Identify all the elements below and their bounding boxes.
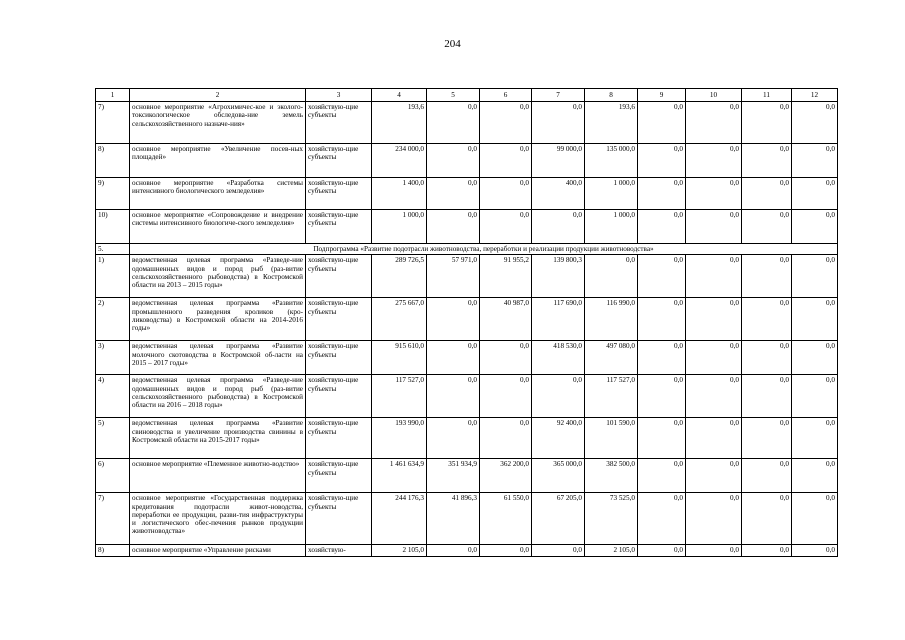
value-cell: 67 205,0 [532, 493, 585, 545]
value-cell: 418 530,0 [532, 341, 585, 375]
value-cell: 0,0 [638, 102, 686, 144]
row-number: 6) [96, 459, 130, 493]
value-cell: 0,0 [638, 493, 686, 545]
value-cell: 116 990,0 [585, 298, 638, 341]
measure-name: ведомственная целевая программа «Разведе-ние одомашненных видов и пород рыб (раз-витие сельскохозяйственного рыбоводства) в Костромской области на 2013 – 2015 годы» [130, 255, 306, 298]
subprogram-title: Подпрограмма «Развитие подотрасли животноводства, переработки и реализации продукции животноводства» [130, 244, 838, 255]
table-row [96, 341, 838, 375]
value-cell: 0,0 [638, 459, 686, 493]
value-cell: 0,0 [792, 298, 838, 341]
measure-name: ведомственная целевая программа «Развитие молочного скотоводства в Костромской об-ласти на 2015 – 2017 годы» [130, 341, 306, 375]
value-cell: 0,0 [742, 255, 792, 298]
value-cell: 0,0 [427, 178, 480, 210]
value-cell: 365 000,0 [532, 459, 585, 493]
executor: хозяйствую-щие субъекты [306, 144, 372, 178]
value-cell: 99 000,0 [532, 144, 585, 178]
value-cell: 41 896,3 [427, 493, 480, 545]
value-cell: 0,0 [792, 545, 838, 557]
value-cell: 0,0 [686, 255, 742, 298]
column-header: 2 [130, 89, 306, 102]
value-cell: 382 500,0 [585, 459, 638, 493]
value-cell: 1 461 634,9 [372, 459, 427, 493]
value-cell: 2 105,0 [585, 545, 638, 557]
value-cell: 0,0 [686, 210, 742, 244]
value-cell: 193,6 [585, 102, 638, 144]
value-cell: 2 105,0 [372, 545, 427, 557]
column-header: 8 [585, 89, 638, 102]
executor: хозяйствую-щие субъекты [306, 459, 372, 493]
value-cell: 1 000,0 [372, 210, 427, 244]
subprogram-row [96, 244, 838, 255]
budget-table [95, 88, 838, 557]
executor: хозяйствую-щие субъекты [306, 341, 372, 375]
value-cell: 0,0 [480, 375, 532, 418]
value-cell: 0,0 [638, 375, 686, 418]
measure-name: ведомственная целевая программа «Развитие свиноводства и увеличение производства свинины в Костромской области на 2015-2017 годы» [130, 418, 306, 459]
value-cell: 362 200,0 [480, 459, 532, 493]
measure-name: ведомственная целевая программа «Разведе-ние одомашненных видов и пород рыб (раз-витие сельскохозяйственного рыбоводства) в Костромской области на 2016 – 2018 годы» [130, 375, 306, 418]
row-number: 10) [96, 210, 130, 244]
header-row [96, 89, 838, 102]
value-cell: 101 590,0 [585, 418, 638, 459]
value-cell: 0,0 [427, 341, 480, 375]
table-row [96, 255, 838, 298]
value-cell: 0,0 [686, 459, 742, 493]
value-cell: 0,0 [742, 545, 792, 557]
table-row [96, 459, 838, 493]
table-row [96, 144, 838, 178]
column-header: 4 [372, 89, 427, 102]
value-cell: 57 971,0 [427, 255, 480, 298]
value-cell: 234 000,0 [372, 144, 427, 178]
value-cell: 135 000,0 [585, 144, 638, 178]
value-cell: 0,0 [638, 298, 686, 341]
value-cell: 0,0 [638, 255, 686, 298]
value-cell: 139 800,3 [532, 255, 585, 298]
executor: хозяйствую-щие субъекты [306, 298, 372, 341]
column-header: 3 [306, 89, 372, 102]
column-header: 11 [742, 89, 792, 102]
measure-name: ведомственная целевая программа «Развитие промышленного разведения кроликов (кро-лиководства) в Костромской области на 2014-2016 годы» [130, 298, 306, 341]
value-cell: 0,0 [742, 144, 792, 178]
value-cell: 0,0 [480, 102, 532, 144]
measure-name: основное мероприятие «Разработка системы интенсивного биологического земледелия» [130, 178, 306, 210]
value-cell: 0,0 [686, 375, 742, 418]
value-cell: 0,0 [792, 459, 838, 493]
value-cell: 0,0 [638, 418, 686, 459]
value-cell: 351 934,9 [427, 459, 480, 493]
value-cell: 0,0 [792, 418, 838, 459]
column-header: 9 [638, 89, 686, 102]
page-number: 204 [444, 38, 461, 50]
value-cell: 0,0 [686, 144, 742, 178]
row-number: 1) [96, 255, 130, 298]
row-number: 8) [96, 144, 130, 178]
value-cell: 0,0 [742, 210, 792, 244]
row-number: 9) [96, 178, 130, 210]
value-cell: 0,0 [638, 144, 686, 178]
value-cell: 0,0 [480, 418, 532, 459]
table-row [96, 102, 838, 144]
value-cell: 0,0 [427, 144, 480, 178]
value-cell: 117 527,0 [372, 375, 427, 418]
value-cell: 73 525,0 [585, 493, 638, 545]
value-cell: 0,0 [532, 375, 585, 418]
table-row [96, 178, 838, 210]
row-number: 5) [96, 418, 130, 459]
column-header: 1 [96, 89, 130, 102]
value-cell: 0,0 [585, 255, 638, 298]
value-cell: 0,0 [480, 341, 532, 375]
executor: хозяйствую-щие субъекты [306, 255, 372, 298]
column-header: 6 [480, 89, 532, 102]
value-cell: 0,0 [480, 545, 532, 557]
value-cell: 0,0 [480, 178, 532, 210]
value-cell: 0,0 [792, 255, 838, 298]
column-header: 5 [427, 89, 480, 102]
value-cell: 0,0 [686, 178, 742, 210]
table-row [96, 375, 838, 418]
value-cell: 0,0 [686, 545, 742, 557]
value-cell: 0,0 [532, 545, 585, 557]
table-row [96, 298, 838, 341]
value-cell: 497 080,0 [585, 341, 638, 375]
value-cell: 915 610,0 [372, 341, 427, 375]
value-cell: 0,0 [427, 545, 480, 557]
value-cell: 0,0 [427, 298, 480, 341]
value-cell: 0,0 [638, 545, 686, 557]
value-cell: 0,0 [742, 298, 792, 341]
value-cell: 0,0 [427, 210, 480, 244]
value-cell: 0,0 [427, 418, 480, 459]
value-cell: 0,0 [742, 178, 792, 210]
executor: хозяйствую-щие субъекты [306, 375, 372, 418]
table-row [96, 493, 838, 545]
measure-name: основное мероприятие «Государственная поддержка кредитования подотрасли живот-новодства, переработки ее продукции, разви-тия инфраструктуры и логистического обес-печения рынков продукции животноводства» [130, 493, 306, 545]
value-cell: 0,0 [792, 102, 838, 144]
value-cell: 1 000,0 [585, 178, 638, 210]
value-cell: 0,0 [792, 493, 838, 545]
row-number: 7) [96, 102, 130, 144]
value-cell: 0,0 [480, 210, 532, 244]
table-row [96, 210, 838, 244]
table-row [96, 418, 838, 459]
measure-name: основное мероприятие «Племенное животно-водство» [130, 459, 306, 493]
value-cell: 0,0 [792, 210, 838, 244]
row-number: 2) [96, 298, 130, 341]
value-cell: 92 400,0 [532, 418, 585, 459]
value-cell: 0,0 [532, 210, 585, 244]
value-cell: 193,6 [372, 102, 427, 144]
executor: хозяйствую-щие субъекты [306, 178, 372, 210]
value-cell: 40 987,0 [480, 298, 532, 341]
value-cell: 0,0 [686, 418, 742, 459]
value-cell: 0,0 [792, 144, 838, 178]
row-number: 3) [96, 341, 130, 375]
measure-name: основное мероприятие «Увеличение посев-ных площадей» [130, 144, 306, 178]
value-cell: 0,0 [638, 210, 686, 244]
value-cell: 193 990,0 [372, 418, 427, 459]
row-number: 5. [96, 244, 130, 255]
value-cell: 400,0 [532, 178, 585, 210]
value-cell: 244 176,3 [372, 493, 427, 545]
value-cell: 275 667,0 [372, 298, 427, 341]
value-cell: 0,0 [742, 418, 792, 459]
value-cell: 0,0 [427, 375, 480, 418]
value-cell: 0,0 [742, 375, 792, 418]
value-cell: 0,0 [686, 298, 742, 341]
value-cell: 117 690,0 [532, 298, 585, 341]
value-cell: 0,0 [480, 144, 532, 178]
value-cell: 0,0 [427, 102, 480, 144]
value-cell: 1 000,0 [585, 210, 638, 244]
value-cell: 0,0 [742, 341, 792, 375]
value-cell: 0,0 [532, 102, 585, 144]
value-cell: 0,0 [638, 341, 686, 375]
value-cell: 0,0 [686, 341, 742, 375]
executor: хозяйствую-щие субъекты [306, 493, 372, 545]
value-cell: 289 726,5 [372, 255, 427, 298]
column-header: 10 [686, 89, 742, 102]
value-cell: 61 550,0 [480, 493, 532, 545]
value-cell: 0,0 [792, 178, 838, 210]
column-header: 7 [532, 89, 585, 102]
measure-name: основное мероприятие «Сопровождение и внедрение системы интенсивного биологиче-ского земледелия» [130, 210, 306, 244]
row-number: 4) [96, 375, 130, 418]
column-header: 12 [792, 89, 838, 102]
value-cell: 117 527,0 [585, 375, 638, 418]
value-cell: 0,0 [686, 102, 742, 144]
value-cell: 1 400,0 [372, 178, 427, 210]
value-cell: 0,0 [792, 341, 838, 375]
executor: хозяйствую-щие субъекты [306, 102, 372, 144]
value-cell: 0,0 [742, 102, 792, 144]
value-cell: 0,0 [686, 493, 742, 545]
executor: хозяйствую-щие субъекты [306, 418, 372, 459]
value-cell: 91 955,2 [480, 255, 532, 298]
table-row [96, 545, 838, 557]
value-cell: 0,0 [742, 459, 792, 493]
value-cell: 0,0 [742, 493, 792, 545]
row-number: 8) [96, 545, 130, 557]
value-cell: 0,0 [638, 178, 686, 210]
executor: хозяйствую- [306, 545, 372, 557]
measure-name: основное мероприятие «Агрохимичес-кое и эколого-токсикологическое обследова-ние земель сельскохозяйственного назначе-ния» [130, 102, 306, 144]
executor: хозяйствую-щие субъекты [306, 210, 372, 244]
row-number: 7) [96, 493, 130, 545]
measure-name: основное мероприятие «Управление рисками [130, 545, 306, 557]
value-cell: 0,0 [792, 375, 838, 418]
